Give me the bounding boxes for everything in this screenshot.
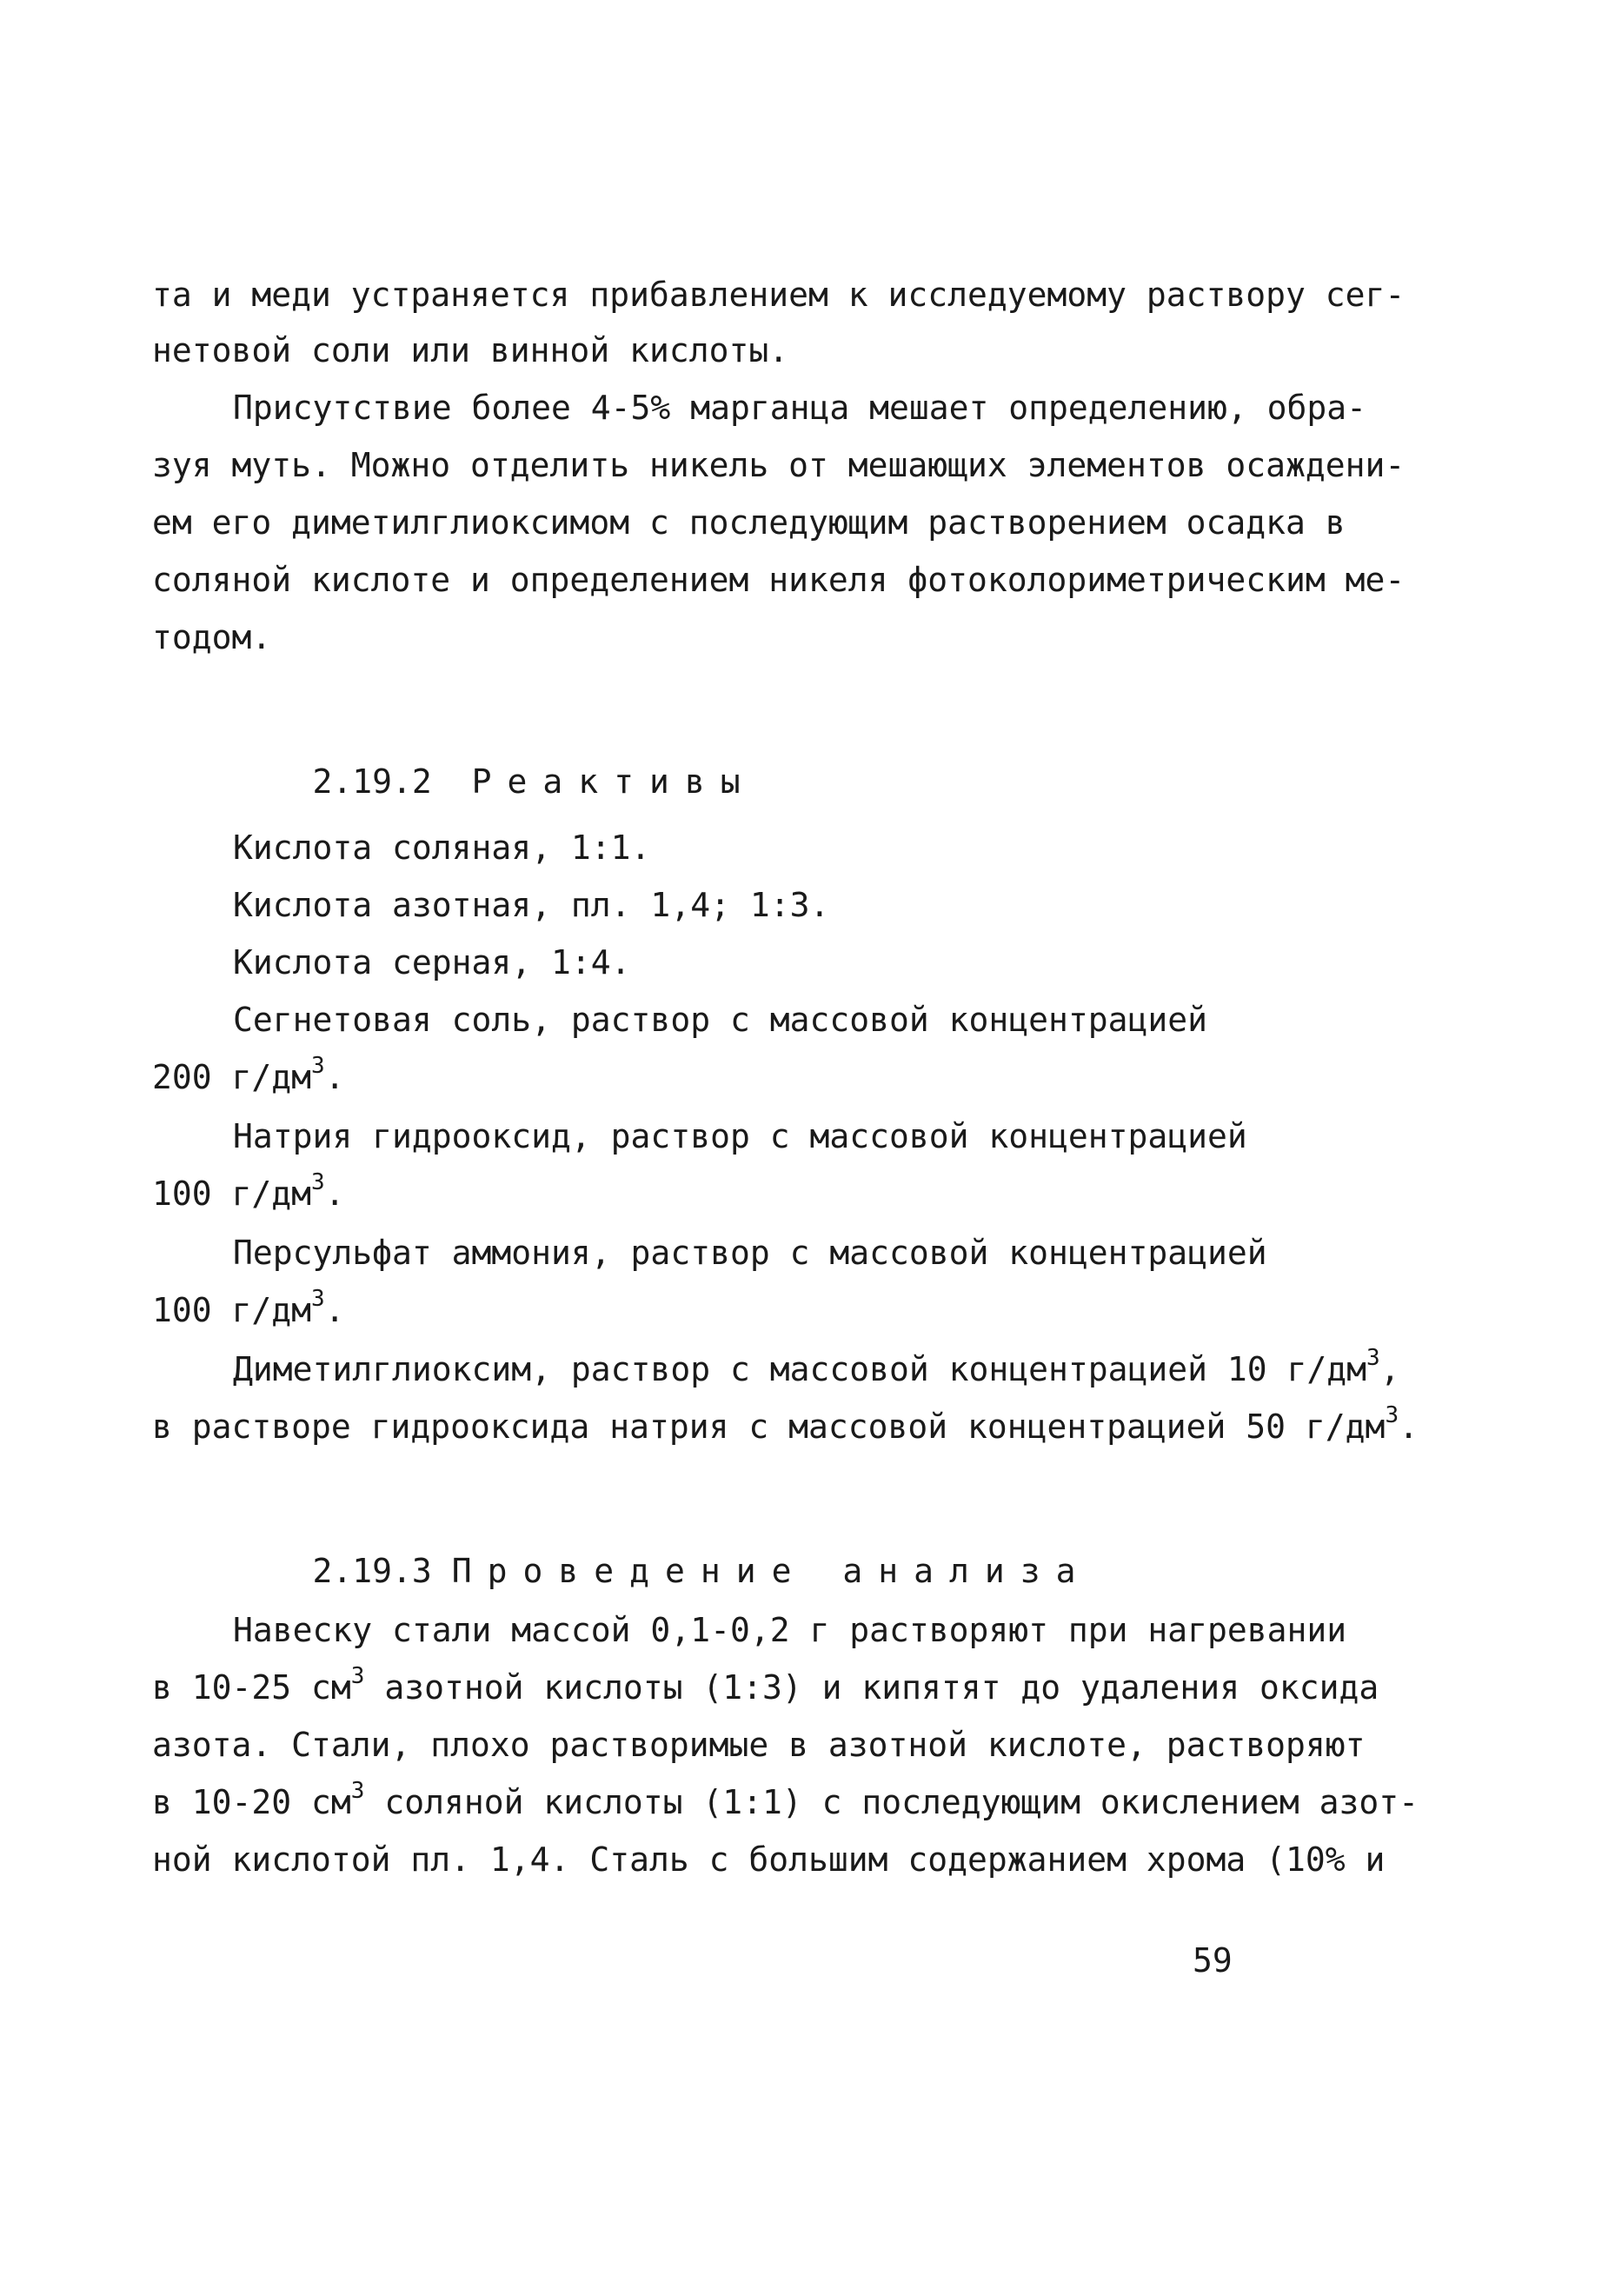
paragraph2-line2: зуя муть. Можно отделить никель от мешающих элементов осаждени- <box>152 446 1406 484</box>
reagent-seignette-line2: 200 $г/дм^3$. <box>152 1053 345 1096</box>
reagent-seignette-line1: Сегнетовая соль, раствор с массовой концентрацией <box>233 1001 1208 1039</box>
section-reagents-title: Реактивы <box>471 762 756 801</box>
reagent-h2so4: Кислота серная, 1:4. <box>233 943 631 982</box>
analysis-line3: азота. Стали, плохо растворимые в азотной кислоте, растворяют <box>152 1726 1366 1764</box>
analysis-line5: ной кислотой пл. 1,4. Сталь с большим содержанием хрома (10% и <box>152 1840 1386 1879</box>
analysis-line2: в 10-25 $см^3$ азотной кислоты (1:3) и кипятят до удаления оксида <box>152 1663 1379 1707</box>
reagent-persulfate-line1: Персульфат аммония, раствор с массовой концентрацией <box>233 1234 1267 1272</box>
analysis-line4: в 10-20 $см^3$ соляной кислоты (1:1) с последующим окислением азот- <box>152 1778 1419 1821</box>
page-number: 59 <box>1193 1941 1233 1980</box>
section-analysis-number: 2.19.3 <box>312 1552 432 1590</box>
reagent-dmg-line2: в растворе гидрооксида натрия с массовой концентрацией 50 $г/дм^3$. <box>152 1402 1419 1446</box>
paragraph2-line5: тодом. <box>152 618 272 656</box>
reagent-dmg-line1: Диметилглиоксим, раствор с массовой концентрацией 10 $г/дм^3$, <box>233 1345 1400 1388</box>
reagent-hno3: Кислота азотная, пл. 1,4; 1:3. <box>233 886 830 924</box>
paragraph1-line2: нетовой соли или винной кислоты. <box>152 331 789 369</box>
analysis-line1: Навеску стали массой 0,1-0,2 г растворяют при нагревании <box>233 1611 1347 1649</box>
section-reagents-number: 2.19.2 <box>312 762 432 801</box>
paragraph1-line1: та и меди устраняется прибавлением к исследуемому раствору сег- <box>152 276 1406 314</box>
paragraph2-line1: Присутствие более 4-5% марганца мешает определению, обра- <box>233 389 1367 427</box>
reagent-persulfate-line2: 100 $г/дм^3$. <box>152 1286 345 1329</box>
section-analysis-title: Проведение анализа <box>451 1552 1092 1590</box>
reagent-naoh-line2: 100 $г/дм^3$. <box>152 1169 345 1213</box>
section-reagents-heading <box>233 722 756 842</box>
reagent-naoh-line1: Натрия гидрооксид, раствор с массовой концентрацией <box>233 1117 1247 1155</box>
reagent-hcl: Кислота соляная, 1:1. <box>233 829 651 867</box>
paragraph2-line3: ем его диметилглиоксимом с последующим растворением осадка в <box>152 503 1346 542</box>
paragraph2-line4: соляной кислоте и определением никеля фотоколориметрическим ме- <box>152 561 1406 599</box>
